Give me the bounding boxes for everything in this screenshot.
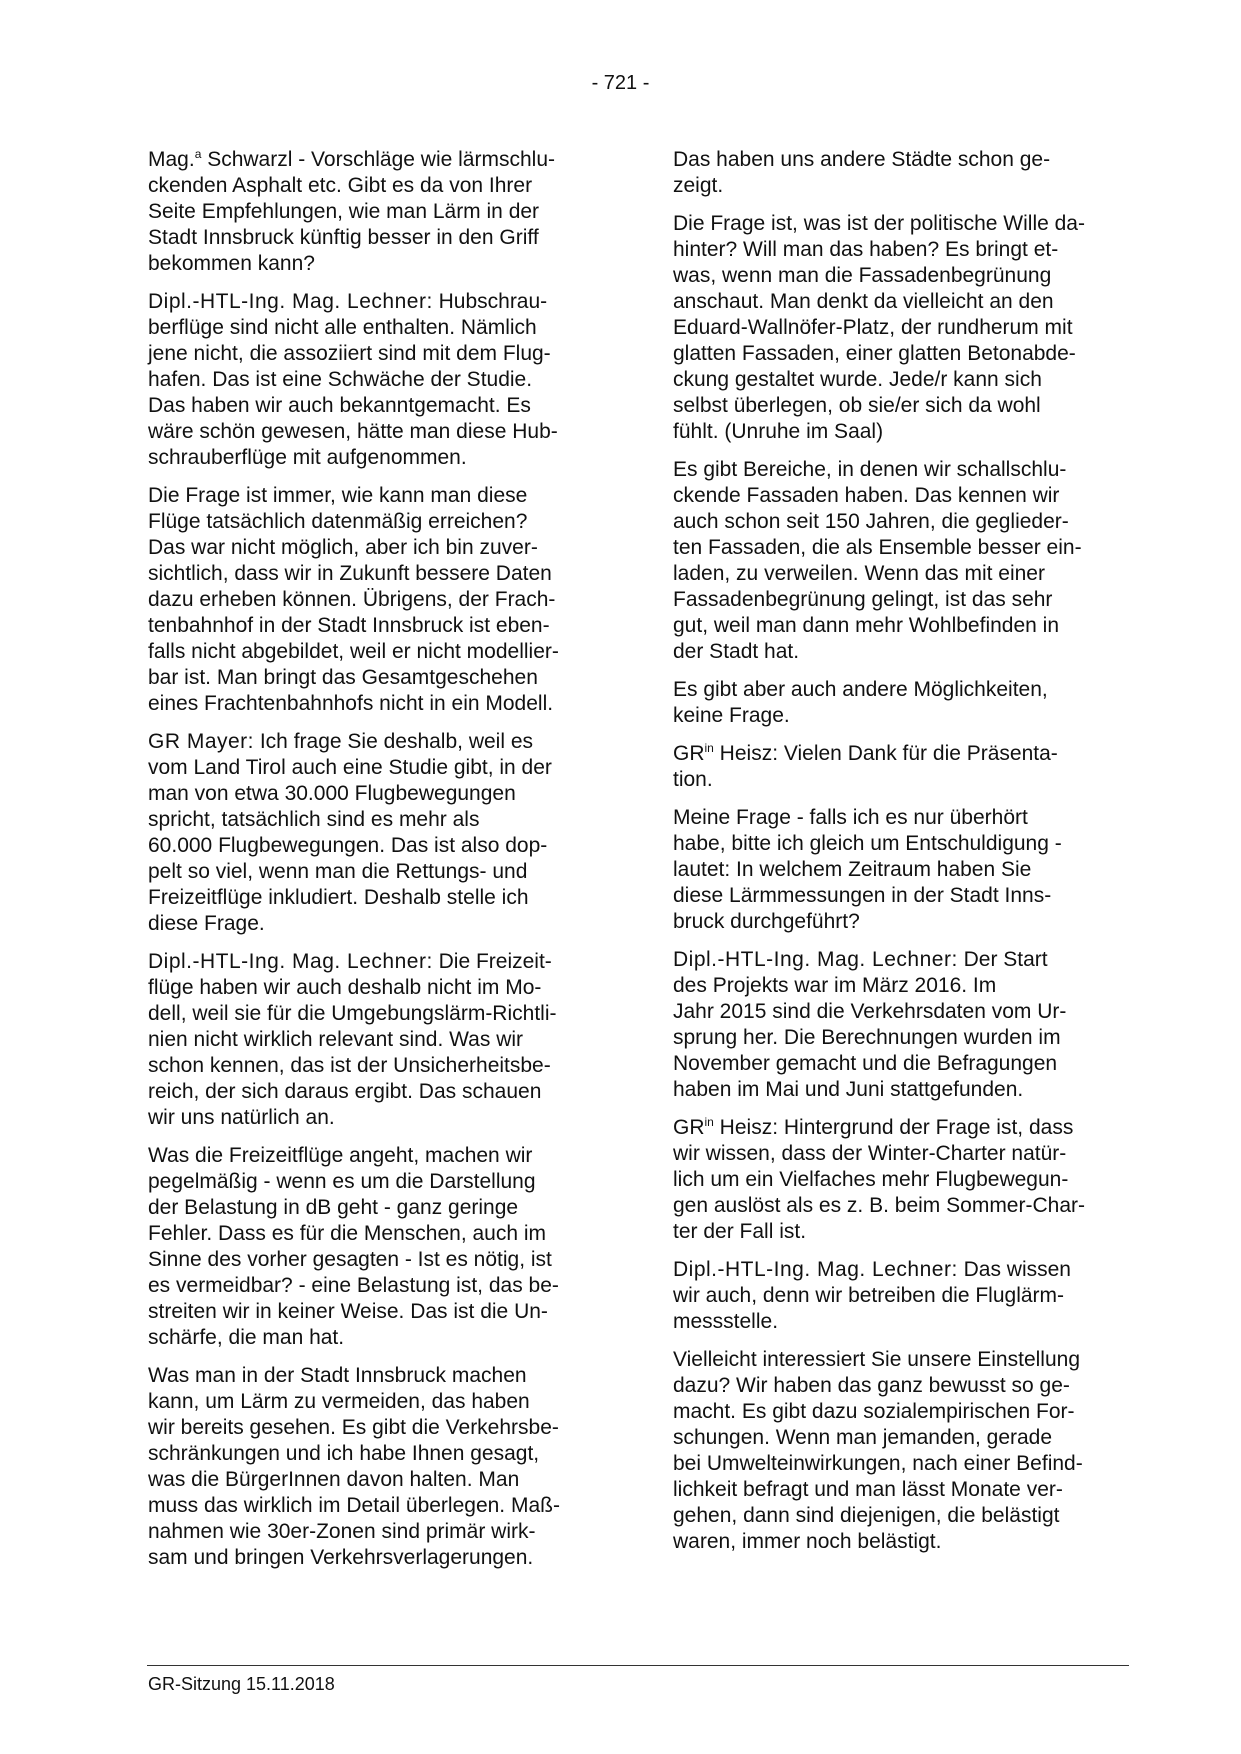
text-line [148, 173, 596, 199]
superscript: in [704, 1115, 714, 1129]
text-line [148, 1027, 596, 1053]
text-line [148, 1195, 596, 1221]
footer-session-label: GR-Sitzung 15.11.2018 [148, 1674, 335, 1694]
text-line [673, 483, 1121, 509]
text-line [673, 1141, 1121, 1167]
line-text: Stadt Innsbruck künftig besser in den Griff [148, 226, 539, 249]
line-text: berflüge sind nicht alle enthalten. Nämlich [148, 316, 537, 339]
text-line [148, 315, 596, 341]
line-text: Flüge tatsächlich datenmäßig erreichen? [148, 510, 528, 533]
line-text: Was die Freizeitflüge angeht, machen wir [148, 1144, 533, 1167]
line-text: Fassadenbegrünung gelingt, ist das sehr [673, 588, 1053, 611]
text-line [673, 419, 1121, 445]
line-text: sam und bringen Verkehrsverlagerungen. [148, 1546, 534, 1569]
line-text: Heisz: Hintergrund der Frage ist, dass [713, 1116, 1074, 1139]
line-text: bei Umwelteinwirkungen, nach einer Befind- [673, 1452, 1083, 1475]
text-line [673, 173, 1121, 199]
speaker-name: GR Mayer: [148, 730, 255, 753]
text-line [673, 741, 1121, 767]
text-line [148, 1105, 596, 1131]
speaker-title: Mag. [148, 148, 195, 171]
line-text: glatten Fassaden, einer glatten Betonabde- [673, 342, 1076, 365]
line-text: zeigt. [673, 174, 724, 197]
line-text: pegelmäßig - wenn es um die Darstellung [148, 1170, 536, 1193]
text-line [148, 1273, 596, 1299]
line-text: falls nicht abgebildet, weil er nicht modellier- [148, 640, 559, 663]
text-line [673, 1257, 1121, 1283]
text-line [148, 807, 596, 833]
line-text: Jahr 2015 sind die Verkehrsdaten vom Ur- [673, 1000, 1067, 1023]
paragraph [673, 1257, 1121, 1335]
paragraph [148, 289, 596, 471]
text-line [148, 949, 596, 975]
text-line [148, 561, 596, 587]
line-text: November gemacht und die Befragungen [673, 1052, 1058, 1075]
text-line [148, 1169, 596, 1195]
line-text: sichtlich, dass wir in Zukunft bessere Daten [148, 562, 552, 585]
text-line [148, 755, 596, 781]
text-line [148, 1221, 596, 1247]
text-line [148, 859, 596, 885]
text-line [673, 1025, 1121, 1051]
line-text: ter der Fall ist. [673, 1220, 807, 1243]
line-text: schon kennen, das ist der Unsicherheitsbe- [148, 1054, 551, 1077]
line-text: dazu? Wir haben das ganz bewusst so ge- [673, 1374, 1070, 1397]
text-line [673, 1477, 1121, 1503]
line-text: selbst überlegen, ob sie/er sich da wohl [673, 394, 1041, 417]
line-text: Die Frage ist, was ist der politische Wille da- [673, 212, 1085, 235]
line-text: Was man in der Stadt Innsbruck machen [148, 1364, 527, 1387]
text-line [148, 691, 596, 717]
line-text: gen auslöst als es z. B. beim Sommer-Char- [673, 1194, 1085, 1217]
text-line [673, 1051, 1121, 1077]
line-text: Freizeitflüge inkludiert. Deshalb stelle ich [148, 886, 529, 909]
text-line [148, 367, 596, 393]
line-text: ckung gestaltet wurde. Jede/r kann sich [673, 368, 1042, 391]
line-text: lichkeit befragt und man lässt Monate ver- [673, 1478, 1063, 1501]
text-line [148, 1299, 596, 1325]
text-line [148, 781, 596, 807]
paragraph [673, 1347, 1121, 1555]
line-text: muss das wirklich im Detail überlegen. Maß- [148, 1494, 560, 1517]
text-line [148, 199, 596, 225]
paragraph [673, 677, 1121, 729]
text-line [148, 613, 596, 639]
paragraph [673, 147, 1121, 199]
line-text: gut, weil man dann mehr Wohlbefinden in [673, 614, 1060, 637]
line-text: 60.000 Flugbewegungen. Das ist also dop- [148, 834, 548, 857]
text-line [148, 1079, 596, 1105]
text-line [148, 1143, 596, 1169]
text-line [673, 1309, 1121, 1335]
line-text: lich um ein Vielfaches mehr Flugbewegun- [673, 1168, 1069, 1191]
line-text: jene nicht, die assoziiert sind mit dem Flug- [148, 342, 551, 365]
line-text: ckende Fassaden haben. Das kennen wir [673, 484, 1060, 507]
line-text: Das wissen [957, 1258, 1071, 1281]
line-text: fühlt. (Unruhe im Saal) [673, 420, 884, 443]
line-text: dazu erheben können. Übrigens, der Frach- [148, 588, 556, 611]
text-line [148, 225, 596, 251]
line-text: Meine Frage - falls ich es nur überhört [673, 806, 1028, 829]
line-text: was die BürgerInnen davon halten. Man [148, 1468, 520, 1491]
paragraph [148, 147, 596, 277]
text-line [673, 639, 1121, 665]
paragraph [673, 1115, 1121, 1245]
paragraph [148, 1363, 596, 1571]
line-text: Es gibt aber auch andere Möglichkeiten, [673, 678, 1048, 701]
text-line [148, 1467, 596, 1493]
text-line [673, 457, 1121, 483]
line-text: Hubschrau- [432, 290, 548, 313]
line-text: Die Freizeit- [432, 950, 552, 973]
line-text: schungen. Wenn man jemanden, gerade [673, 1426, 1053, 1449]
paragraph [148, 1143, 596, 1351]
line-text: ckenden Asphalt etc. Gibt es da von Ihrer [148, 174, 533, 197]
text-line [673, 1283, 1121, 1309]
speaker-name: Dipl.-HTL-Ing. Mag. Lechner: [148, 950, 433, 973]
page-number: - 721 - [591, 72, 650, 94]
line-text: tenbahnhof in der Stadt Innsbruck ist eben- [148, 614, 550, 637]
right-column [673, 147, 1121, 1567]
line-text: anschaut. Man denkt da vielleicht an den [673, 290, 1054, 313]
text-line [673, 147, 1121, 173]
speaker-name: Dipl.-HTL-Ing. Mag. Lechner: [673, 948, 958, 971]
text-line [148, 289, 596, 315]
line-text: Fehler. Dass es für die Menschen, auch im [148, 1222, 547, 1245]
line-text: Ich frage Sie deshalb, weil es [254, 730, 534, 753]
paragraph [673, 805, 1121, 935]
line-text: der Belastung in dB geht - ganz geringe [148, 1196, 519, 1219]
line-text: sprung her. Die Berechnungen wurden im [673, 1026, 1061, 1049]
text-line [148, 975, 596, 1001]
line-text: wäre schön gewesen, hätte man diese Hub- [148, 420, 558, 443]
text-line [673, 1529, 1121, 1555]
line-text: man von etwa 30.000 Flugbewegungen [148, 782, 516, 805]
text-line [148, 1519, 596, 1545]
line-text: schärfe, die man hat. [148, 1326, 345, 1349]
text-line [148, 1001, 596, 1027]
line-text: spricht, tatsächlich sind es mehr als [148, 808, 480, 831]
speaker-title: GR [673, 1116, 705, 1139]
text-line [148, 445, 596, 471]
text-line [148, 419, 596, 445]
line-text: ten Fassaden, die als Ensemble besser ein- [673, 536, 1082, 559]
line-text: Es gibt Bereiche, in denen wir schallschlu- [673, 458, 1067, 481]
line-text: Das war nicht möglich, aber ich bin zuver- [148, 536, 538, 559]
line-text: keine Frage. [673, 704, 790, 727]
line-text: Heisz: Vielen Dank für die Präsenta- [713, 742, 1058, 765]
line-text: was, wenn man die Fassadenbegrünung [673, 264, 1052, 287]
text-line [148, 1415, 596, 1441]
line-text: wir uns natürlich an. [148, 1106, 335, 1129]
footer-divider [147, 1665, 1129, 1666]
text-line [148, 393, 596, 419]
text-line [673, 677, 1121, 703]
line-text: macht. Es gibt dazu sozialempirischen For- [673, 1400, 1075, 1423]
text-line [673, 1167, 1121, 1193]
text-line [148, 665, 596, 691]
text-line [673, 947, 1121, 973]
text-line [673, 341, 1121, 367]
text-line [148, 1545, 596, 1571]
text-line [673, 767, 1121, 793]
text-line [148, 1441, 596, 1467]
text-line [673, 535, 1121, 561]
line-text: Die Frage ist immer, wie kann man diese [148, 484, 528, 507]
text-line [673, 909, 1121, 935]
text-line [673, 973, 1121, 999]
text-line [148, 911, 596, 937]
text-line [673, 211, 1121, 237]
line-text: laden, zu verweilen. Wenn das mit einer [673, 562, 1045, 585]
text-line [673, 315, 1121, 341]
text-line [673, 289, 1121, 315]
line-text: haben im Mai und Juni stattgefunden. [673, 1078, 1024, 1101]
text-line [673, 1425, 1121, 1451]
line-text: Der Start [957, 948, 1048, 971]
line-text: eines Frachtenbahnhofs nicht in ein Modell. [148, 692, 554, 715]
text-line [148, 1247, 596, 1273]
line-text: nahmen wie 30er-Zonen sind primär wirk- [148, 1520, 536, 1543]
text-line [673, 1373, 1121, 1399]
line-text: pelt so viel, wenn man die Rettungs- und [148, 860, 528, 883]
text-line [673, 367, 1121, 393]
left-column [148, 147, 596, 1583]
text-line [673, 1193, 1121, 1219]
line-text: es vermeidbar? - eine Belastung ist, das be- [148, 1274, 559, 1297]
text-line [148, 535, 596, 561]
line-text: Seite Empfehlungen, wie man Lärm in der [148, 200, 540, 223]
text-line [148, 251, 596, 277]
speaker-name: Dipl.-HTL-Ing. Mag. Lechner: [148, 290, 433, 313]
line-text: Das haben uns andere Städte schon ge- [673, 148, 1051, 171]
line-text: kann, um Lärm zu vermeiden, das haben [148, 1390, 530, 1413]
text-line [673, 1503, 1121, 1529]
line-text: lautet: In welchem Zeitraum haben Sie [673, 858, 1032, 881]
line-text: gehen, dann sind diejenigen, die belästigt [673, 1504, 1060, 1527]
paragraph [673, 947, 1121, 1103]
line-text: streiten wir in keiner Weise. Das ist die Un- [148, 1300, 548, 1323]
text-line [673, 263, 1121, 289]
text-line [673, 1115, 1121, 1141]
speaker-name: Dipl.-HTL-Ing. Mag. Lechner: [673, 1258, 958, 1281]
text-line [673, 805, 1121, 831]
text-line [148, 885, 596, 911]
text-line [148, 147, 596, 173]
line-text: schrauberflüge mit aufgenommen. [148, 446, 467, 469]
text-line [148, 1053, 596, 1079]
line-text: vom Land Tirol auch eine Studie gibt, in der [148, 756, 552, 779]
text-line [673, 1451, 1121, 1477]
text-line [148, 341, 596, 367]
text-line [148, 509, 596, 535]
line-text: des Projekts war im März 2016. Im [673, 974, 997, 997]
line-text: schränkungen und ich habe Ihnen gesagt, [148, 1442, 540, 1465]
line-text: Sinne des vorher gesagten - Ist es nötig, ist [148, 1248, 552, 1271]
text-line [673, 1219, 1121, 1245]
text-line [148, 1389, 596, 1415]
line-text: wir wissen, dass der Winter-Charter natür- [673, 1142, 1067, 1165]
line-text: hafen. Das ist eine Schwäche der Studie. [148, 368, 533, 391]
text-line [673, 1077, 1121, 1103]
line-text: bruck durchgeführt? [673, 910, 860, 933]
line-text: messstelle. [673, 1310, 779, 1333]
text-line [673, 237, 1121, 263]
line-text: bar ist. Man bringt das Gesamtgeschehen [148, 666, 538, 689]
text-line [673, 1399, 1121, 1425]
text-line [148, 833, 596, 859]
text-line [673, 613, 1121, 639]
line-text: Schwarzl - Vorschläge wie lärmschlu- [201, 148, 555, 171]
text-line [148, 729, 596, 755]
line-text: auch schon seit 150 Jahren, die geglieder- [673, 510, 1069, 533]
line-text: der Stadt hat. [673, 640, 800, 663]
text-line [148, 483, 596, 509]
line-text: dell, weil sie für die Umgebungslärm-Richtli- [148, 1002, 557, 1025]
paragraph [148, 483, 596, 717]
paragraph [673, 211, 1121, 445]
line-text: waren, immer noch belästigt. [673, 1530, 942, 1553]
text-line [148, 639, 596, 665]
line-text: hinter? Will man das haben? Es bringt et- [673, 238, 1059, 261]
text-line [673, 1347, 1121, 1373]
text-line [148, 1493, 596, 1519]
line-text: diese Frage. [148, 912, 265, 935]
line-text: wir auch, denn wir betreiben die Fluglärm- [673, 1284, 1065, 1307]
line-text: Eduard-Wallnöfer-Platz, der rundherum mit [673, 316, 1073, 339]
line-text: tion. [673, 768, 713, 791]
line-text: Das haben wir auch bekanntgemacht. Es [148, 394, 531, 417]
line-text: flüge haben wir auch deshalb nicht im Mo- [148, 976, 542, 999]
paragraph [148, 949, 596, 1131]
paragraph [673, 741, 1121, 793]
line-text: nien nicht wirklich relevant sind. Was wir [148, 1028, 524, 1051]
superscript: a [194, 147, 202, 161]
line-text: habe, bitte ich gleich um Entschuldigung - [673, 832, 1062, 855]
text-line [673, 999, 1121, 1025]
speaker-title: GR [673, 742, 705, 765]
superscript: in [704, 741, 714, 755]
line-text: wir bereits gesehen. Es gibt die Verkehrsbe- [148, 1416, 559, 1439]
text-line [673, 393, 1121, 419]
paragraph [673, 457, 1121, 665]
text-line [148, 587, 596, 613]
paragraph [148, 729, 596, 937]
line-text: reich, der sich daraus ergibt. Das schauen [148, 1080, 542, 1103]
line-text: diese Lärmmessungen in der Stadt Inns- [673, 884, 1052, 907]
text-line [673, 883, 1121, 909]
text-line [673, 561, 1121, 587]
text-line [673, 703, 1121, 729]
line-text: Vielleicht interessiert Sie unsere Einstellung [673, 1348, 1080, 1371]
text-line [148, 1325, 596, 1351]
text-line [673, 509, 1121, 535]
text-line [673, 587, 1121, 613]
text-line [148, 1363, 596, 1389]
line-text: bekommen kann? [148, 252, 315, 275]
text-line [673, 857, 1121, 883]
text-line [673, 831, 1121, 857]
